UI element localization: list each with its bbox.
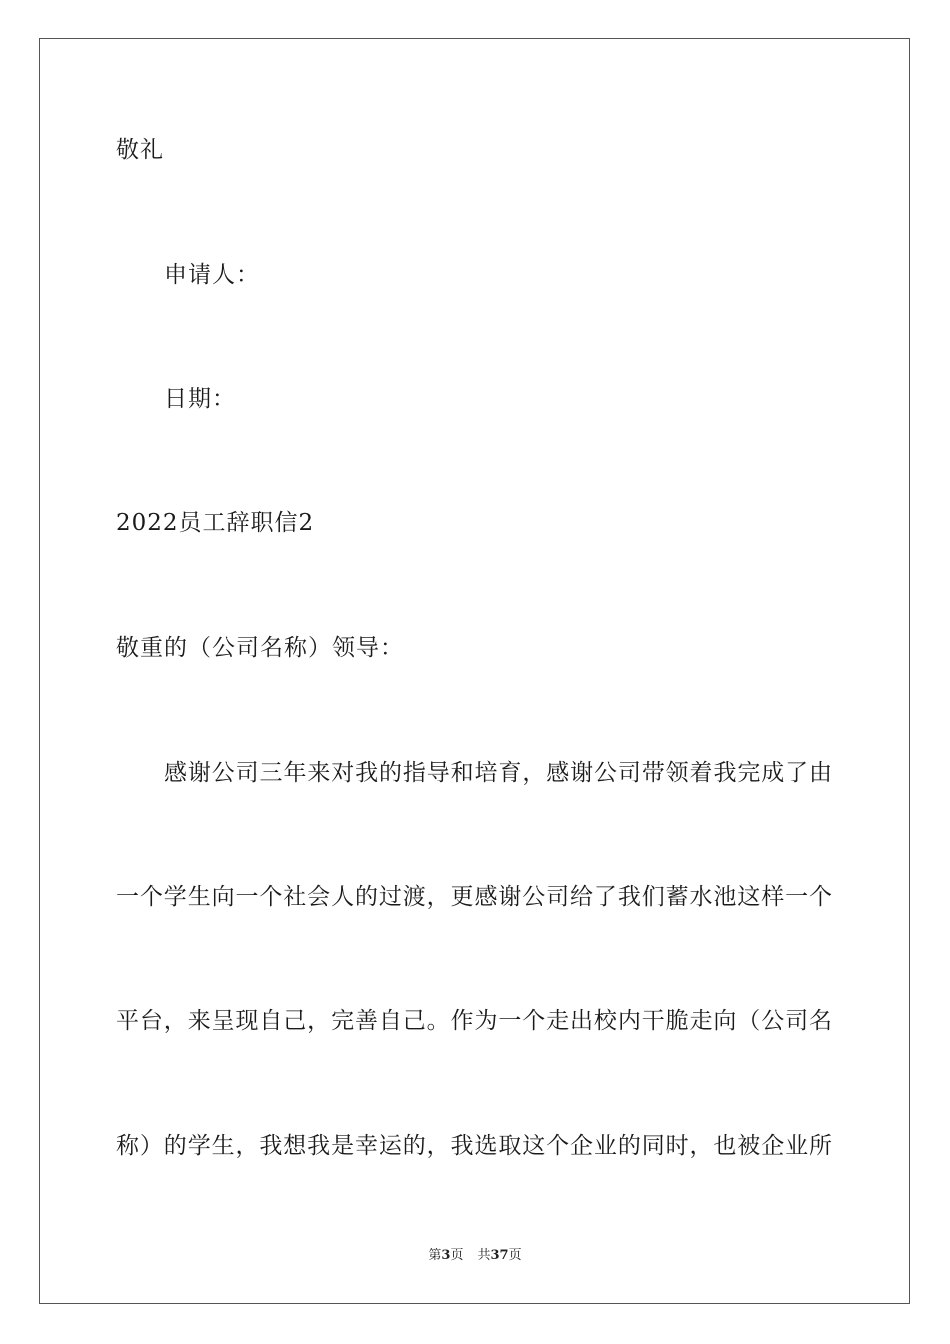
page-border — [39, 38, 910, 1304]
body-paragraph-line-2: 一个学生向一个社会人的过渡，更感谢公司给了我们蓄水池这样一个 — [116, 884, 832, 910]
date-line: 日期： — [164, 386, 236, 412]
salutation-line: 敬重的（公司名称）领导： — [116, 635, 404, 661]
total-prefix: 共 — [477, 1248, 491, 1263]
closing-line: 敬礼 — [116, 137, 164, 163]
body-paragraph-line-4: 称）的学生，我想我是幸运的，我选取这个企业的同时，也被企业所 — [116, 1133, 832, 1159]
body-paragraph-line-1: 感谢公司三年来对我的指导和培育，感谢公司带领着我完成了由 — [164, 760, 832, 786]
total-suffix: 页 — [508, 1248, 522, 1263]
applicant-line: 申请人： — [164, 262, 260, 288]
page-number: 3 — [441, 1248, 451, 1263]
body-paragraph-line-3: 平台，来呈现自己，完善自己。作为一个走出校内干脆走向（公司名 — [116, 1008, 832, 1034]
page-suffix: 页 — [450, 1248, 464, 1263]
total-pages: 37 — [490, 1248, 509, 1263]
page-prefix: 第 — [428, 1248, 442, 1263]
page-footer — [0, 1247, 950, 1265]
letter-title: 2022员工辞职信2 — [116, 510, 315, 536]
